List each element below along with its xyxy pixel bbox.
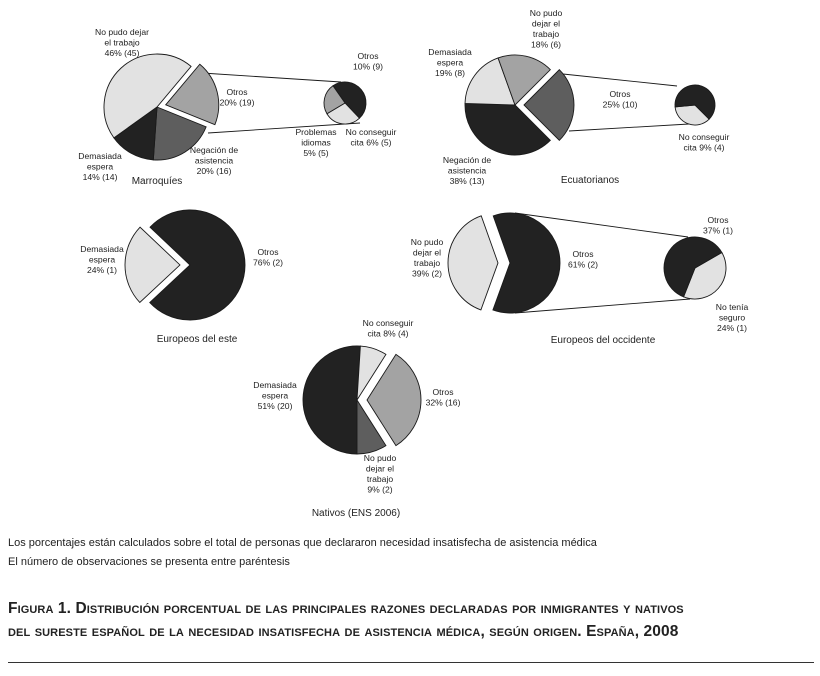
pie-2-breakdown-label-no-conseguir-cita: No conseguir cita 9% (4) bbox=[678, 132, 730, 153]
footnote-percentages: Los porcentajes están calculados sobre el total de personas que declararon necesidad insatisfecha de asistencia médica bbox=[8, 537, 597, 549]
pie-5-label-otros: Otros 32% (16) bbox=[425, 387, 461, 408]
footnote-observations: El número de observaciones se presenta entre paréntesis bbox=[8, 556, 290, 568]
pie-5-label-no-conseguir-cita: No conseguir cita 8% (4) bbox=[362, 318, 414, 339]
pie-2-connector-line bbox=[569, 124, 689, 131]
pie-4-breakdown-label-no-tenia-seguro: No tenía seguro 24% (1) bbox=[715, 302, 749, 333]
pie-3-label-otros: Otros 76% (2) bbox=[252, 247, 284, 268]
pie-4-title: Europeos del occidente bbox=[550, 335, 656, 346]
pie-4-slice-no-pudo-dejar-el-trabajo bbox=[448, 216, 498, 310]
pie-4-label-no-pudo-dejar-el-trabajo: No pudo dejar el trabajo 39% (2) bbox=[410, 237, 444, 279]
figure-caption-line1: Figura 1. Distribución porcentual de las principales razones declaradas por inmigrantes y nativos bbox=[8, 600, 684, 617]
pie-1-label-no-pudo-dejar-el-trabajo: No pudo dejar el trabajo 46% (45) bbox=[95, 27, 149, 58]
pie-5-label-demasiada-espera: Demasiada espera 51% (20) bbox=[253, 380, 297, 411]
pie-4-breakdown-label-otros: Otros 37% (1) bbox=[702, 215, 734, 236]
pie-1-label-otros: Otros 20% (19) bbox=[219, 87, 255, 108]
pie-3-label-demasiada-espera: Demasiada espera 24% (1) bbox=[80, 244, 124, 275]
pie-1-breakdown-label-otros: Otros 10% (9) bbox=[352, 51, 384, 72]
pie-2-title: Ecuatorianos bbox=[560, 175, 620, 186]
figure-caption-line2: del sureste español de la necesidad insatisfecha de asistencia médica, según origen. España, 2008 bbox=[8, 623, 679, 640]
pie-1-connector-line bbox=[208, 123, 360, 133]
bottom-rule bbox=[8, 662, 814, 663]
pie-5-title: Nativos (ENS 2006) bbox=[311, 508, 401, 519]
pie-1-connector-line bbox=[202, 73, 341, 82]
pie-2-label-otros: Otros 25% (10) bbox=[602, 89, 638, 110]
pie-2-connector-line bbox=[563, 74, 677, 86]
pie-1-label-negacion-de-asistencia: Negación de asistencia 20% (16) bbox=[189, 145, 239, 176]
pie-1-breakdown-label-no-conseguir-cita: No conseguir cita 6% (5) bbox=[345, 127, 397, 148]
pie-2-label-demasiada-espera: Demasiada espera 19% (8) bbox=[428, 47, 472, 78]
pie-4-slice-otros bbox=[493, 213, 560, 313]
pie-5-label-no-pudo-dejar-el-trabajo: No pudo dejar el trabajo 9% (2) bbox=[363, 453, 397, 495]
pie-2-label-negacion-de-asistencia: Negación de asistencia 38% (13) bbox=[442, 155, 492, 186]
pie-1-title: Marroquíes bbox=[131, 176, 183, 187]
pie-2-label-no-pudo-dejar-el-trabajo: No pudo dejar el trabajo 18% (6) bbox=[529, 8, 563, 50]
pie-4-label-otros: Otros 61% (2) bbox=[567, 249, 599, 270]
pie-3-title: Europeos del este bbox=[156, 334, 238, 345]
pie-5-slice-demasiada-espera bbox=[303, 346, 360, 454]
pie-1-breakdown-label-problemas-idiomas: Problemas idiomas 5% (5) bbox=[295, 127, 337, 158]
pie-1-label-demasiada-espera: Demasiada espera 14% (14) bbox=[78, 151, 122, 182]
